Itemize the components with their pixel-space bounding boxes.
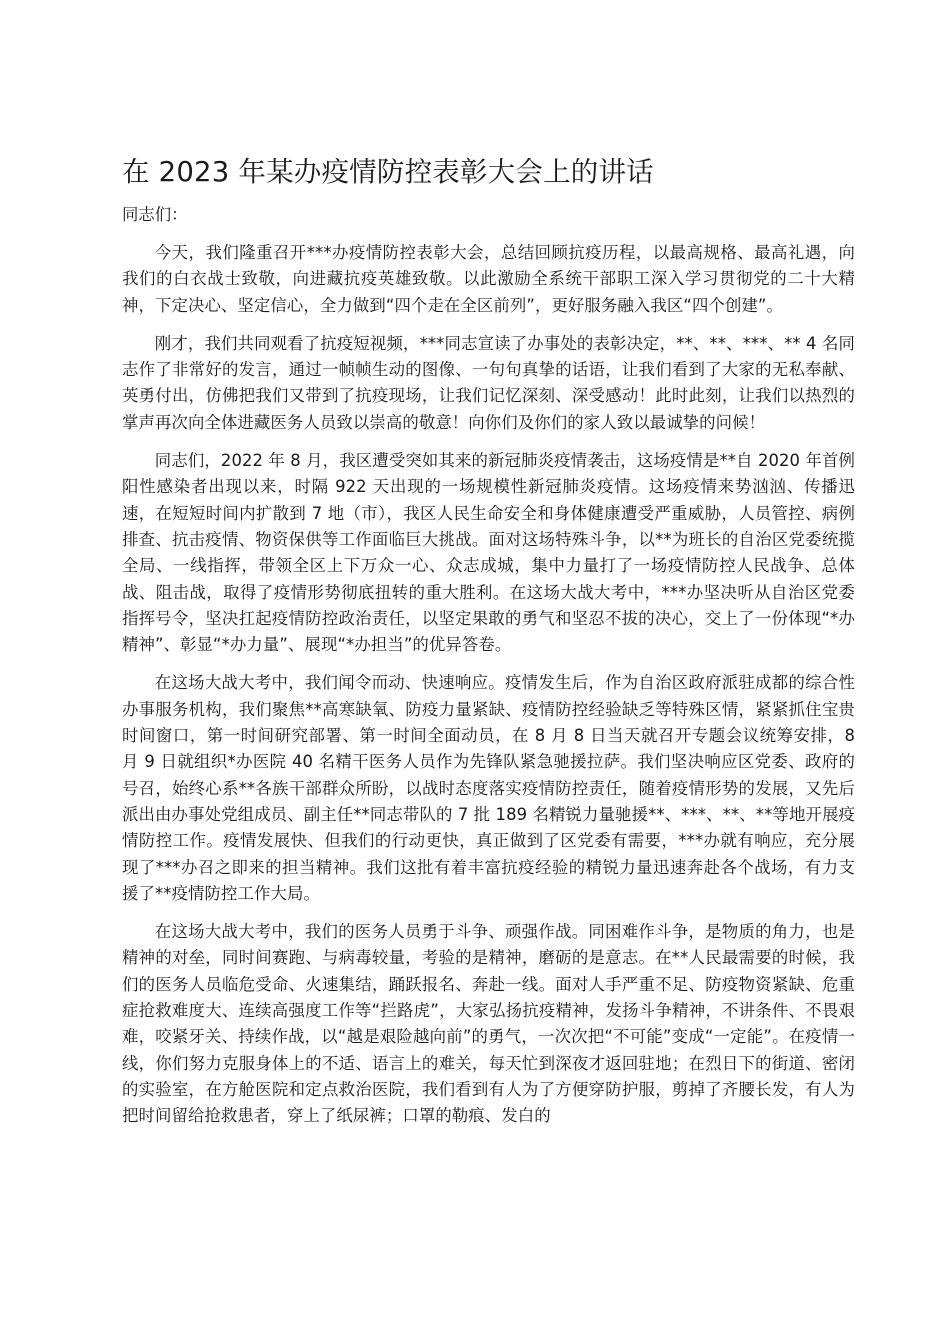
paragraph-1: 今天，我们隆重召开***办疫情防控表彰大会，总结回顾抗疫历程，以最高规格、最高礼遇，向我们的白衣战士致敬，向进藏抗疫英雄致敬。以此激励全系统干部职工深入学习贯彻党的二十大精神，下定决心、坚定信心，全力做到“四个走在全区前列”，更好服务融入我区“四个创建”。 xyxy=(122,243,855,315)
paragraph-5: 在这场大战大考中，我们的医务人员勇于斗争、顽强作战。同困难作斗争，是物质的角力，也是精神的对垒，同时间赛跑、与病毒较量，考验的是精神，磨砺的是意志。在**人民最需要的时候，我们的医务人员临危受命、火速集结，踊跃报名、奔赴一线。面对人手严重不足、防疫物资紧缺、危重症抢救难度大、连续高强度工作等“拦路虎”，大家弘扬抗疫精神，发扬斗争精神，不讲条件、不畏艰难，咬紧牙关、持续作战，以“越是艰险越向前”的勇气，一次次把“不可能”变成“一定能”。在疫情一线，你们努力克服身体上的不适、语言上的难关，每天忙到深夜才返回驻地；在烈日下的街道、密闭的实验室，在方舱医院和定点救治医院，我们看到有人为了方便穿防护服，剪掉了齐腰长发，有人为把时间留给抢救患者，穿上了纸尿裤；口罩的勒痕、发白的 xyxy=(122,922,855,1126)
document-title: 在 2023 年某办疫情防控表彰大会上的讲话 xyxy=(122,156,654,188)
document-page xyxy=(122,150,855,1142)
greeting: 同志们： xyxy=(122,205,188,224)
paragraph-2: 刚才，我们共同观看了抗疫短视频，***同志宣读了办事处的表彰决定，**、**、***、** 4 名同志作了非常好的发言，通过一帧帧生动的图像、一句句真挚的话语，让我们看到了大家的无私奉献、英勇付出，仿佛把我们又带到了抗疫现场，让我们记忆深刻、深受感动！此时此刻，让我们以热烈的掌声再次向全体进藏医务人员致以崇高的敬意！向你们及你们的家人致以最诚挚的问候！ xyxy=(122,333,855,432)
paragraph-3: 同志们，2022 年 8 月，我区遭受突如其来的新冠肺炎疫情袭击，这场疫情是**自 2020 年首例阳性感染者出现以来，时隔 922 天出现的一场规模性新冠肺炎疫情。这场疫情来势汹汹、传播迅速，在短短时间内扩散到 7 地（市），我区人民生命安全和身体健康遭受严重威胁，人员管控、病例排查、抗击疫情、物资保供等工作面临巨大挑战。面对这场特殊斗争，以**为班长的自治区党委统揽全局、一线指挥，带领全区上下万众一心、众志成城，集中力量打了一场疫情防控人民战争、总体战、阻击战，取得了疫情形势彻底扭转的重大胜利。在这场大战大考中，***办坚决听从自治区党委指挥号令，坚决扛起疫情防控政治责任，以坚定果敢的勇气和坚忍不拔的决心，交上了一份体现“*办精神”、彰显“*办力量”、展现“*办担当”的优异答卷。 xyxy=(122,451,855,655)
paragraph-4: 在这场大战大考中，我们闻令而动、快速响应。疫情发生后，作为自治区政府派驻成都的综合性办事服务机构，我们聚焦**高寒缺氧、防疫力量紧缺、疫情防控经验缺乏等特殊区情，紧紧抓住宝贵时间窗口，第一时间研究部署、第一时间全面动员，在 8 月 8 日当天就召开专题会议统筹安排，8 月 9 日就组织*办医院 40 名精干医务人员作为先锋队紧急驰援拉萨。我们坚决响应区党委、政府的号召，始终心系**各族干部群众所盼，以战时态度落实疫情防控责任，随着疫情形势的发展，又先后派出由办事处党组成员、副主任**同志带队的 7 批 189 名精锐力量驰援**、***、**、**等地开展疫情防控工作。疫情发展快、但我们的行动更快，真正做到了区党委有需要，***办就有响应，充分展现了***办召之即来的担当精神。我们这批有着丰富抗疫经验的精锐力量迅速奔赴各个战场，有力支援了**疫情防控工作大局。 xyxy=(122,673,855,903)
